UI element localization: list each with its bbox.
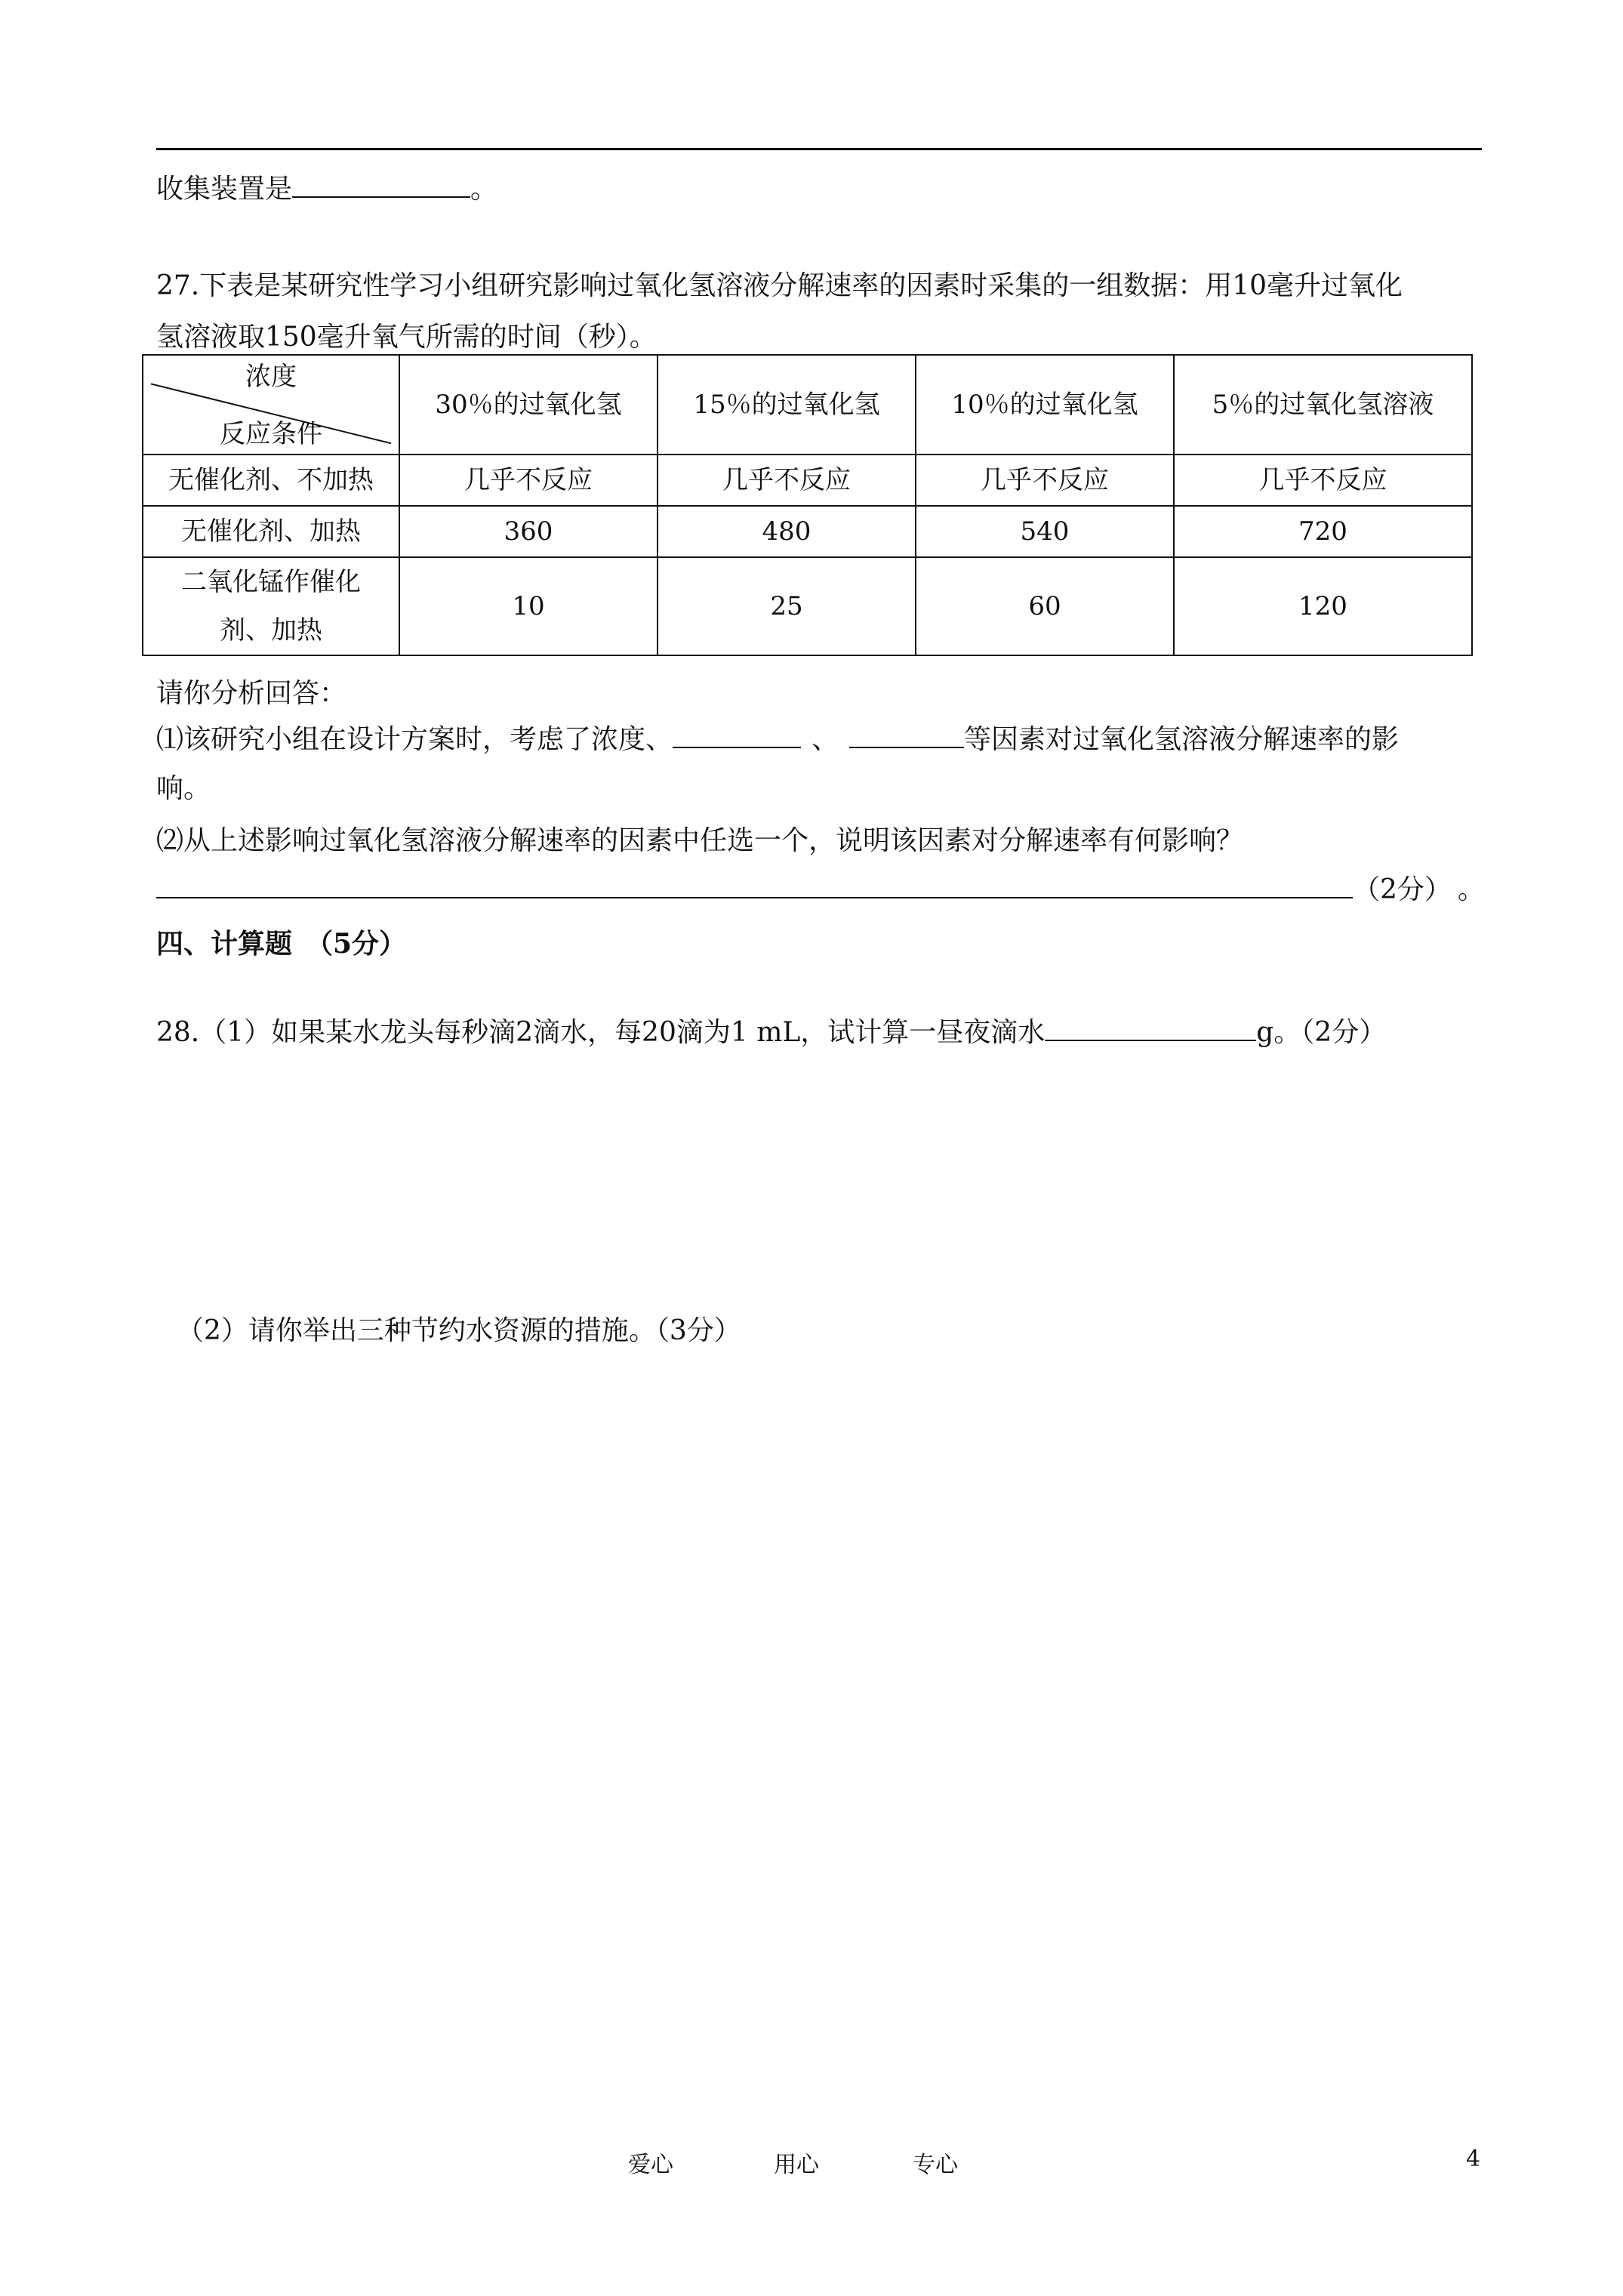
decomposition-data-table [142, 354, 1473, 656]
table-row [143, 455, 1472, 506]
table-header-row [143, 355, 1472, 455]
table-cell: 120 [1174, 557, 1472, 655]
q27-part1-continuation: 响。 [156, 773, 211, 804]
footer-middle-text: 用心 [774, 2152, 819, 2178]
q28-part1-line: 28.（1）如果某水龙头每秒滴2滴水，每20滴为1 mL，试计算一昼夜滴水 g。（2分） [156, 1011, 1386, 1049]
table-cell: 360 [399, 506, 658, 557]
table-row [143, 506, 1472, 557]
section-4-title: 四、计算题 （5分） [156, 928, 407, 960]
answer-blank [156, 871, 1353, 898]
page-number: 4 [1466, 2146, 1481, 2172]
table-row [143, 557, 1472, 655]
corner-label-condition: 反应条件 [220, 419, 322, 449]
factor-blank-1 [673, 721, 801, 748]
q28-part2-question: （2）请你举出三种节约水资源的措施。（3分） [177, 1315, 741, 1346]
collection-device-blank [292, 171, 470, 198]
header-cell-30: 30％的过氧化氢 [399, 355, 658, 455]
table-corner-cell [143, 355, 399, 455]
row-label-line2: 剂、加热 [220, 615, 322, 646]
q27-part2-answer-line: （2分） 。 [156, 868, 1485, 907]
row-label [143, 557, 399, 655]
row-label-line1: 二氧化锰作催化 [181, 567, 361, 597]
q27-intro-line2: 氢溶液取150毫升氧气所需的时间（秒）。 [156, 322, 657, 353]
table-cell: 几乎不反应 [916, 455, 1174, 506]
table-cell: 480 [658, 506, 916, 557]
table-cell: 几乎不反应 [1174, 455, 1472, 506]
water-amount-blank [1045, 1014, 1256, 1041]
q27-part1-line: ⑴该研究小组在设计方案时，考虑了浓度、 、 等因素对过氧化氢溶液分解速率的影 [156, 718, 1399, 757]
q27-intro-line1: 27.下表是某研究性学习小组研究影响过氧化氢溶液分解速率的因素时采集的一组数据：用10毫升过氧化 [156, 270, 1403, 301]
row-label: 无催化剂、加热 [143, 506, 399, 557]
table-cell: 720 [1174, 506, 1472, 557]
table-cell: 60 [916, 557, 1174, 655]
table-cell: 几乎不反应 [658, 455, 916, 506]
header-cell-10: 10％的过氧化氢 [916, 355, 1174, 455]
table-cell: 540 [916, 506, 1174, 557]
q27-part2-question: ⑵从上述影响过氧化氢溶液分解速率的因素中任选一个，说明该因素对分解速率有何影响？ [156, 825, 1244, 856]
table-cell: 10 [399, 557, 658, 655]
header-cell-15: 15％的过氧化氢 [658, 355, 916, 455]
footer-right-text: 专心 [913, 2152, 958, 2178]
collection-device-line: 收集装置是 。 [156, 168, 497, 206]
footer-left-text: 爱心 [628, 2152, 673, 2178]
corner-label-concentration: 浓度 [245, 362, 297, 392]
table-cell: 几乎不反应 [399, 455, 658, 506]
analysis-prompt: 请你分析回答： [156, 678, 347, 709]
factor-blank-2 [849, 721, 964, 748]
row-label: 无催化剂、不加热 [143, 455, 399, 506]
table-cell: 25 [658, 557, 916, 655]
header-cell-5: 5％的过氧化氢溶液 [1174, 355, 1472, 455]
header-rule [156, 148, 1482, 150]
